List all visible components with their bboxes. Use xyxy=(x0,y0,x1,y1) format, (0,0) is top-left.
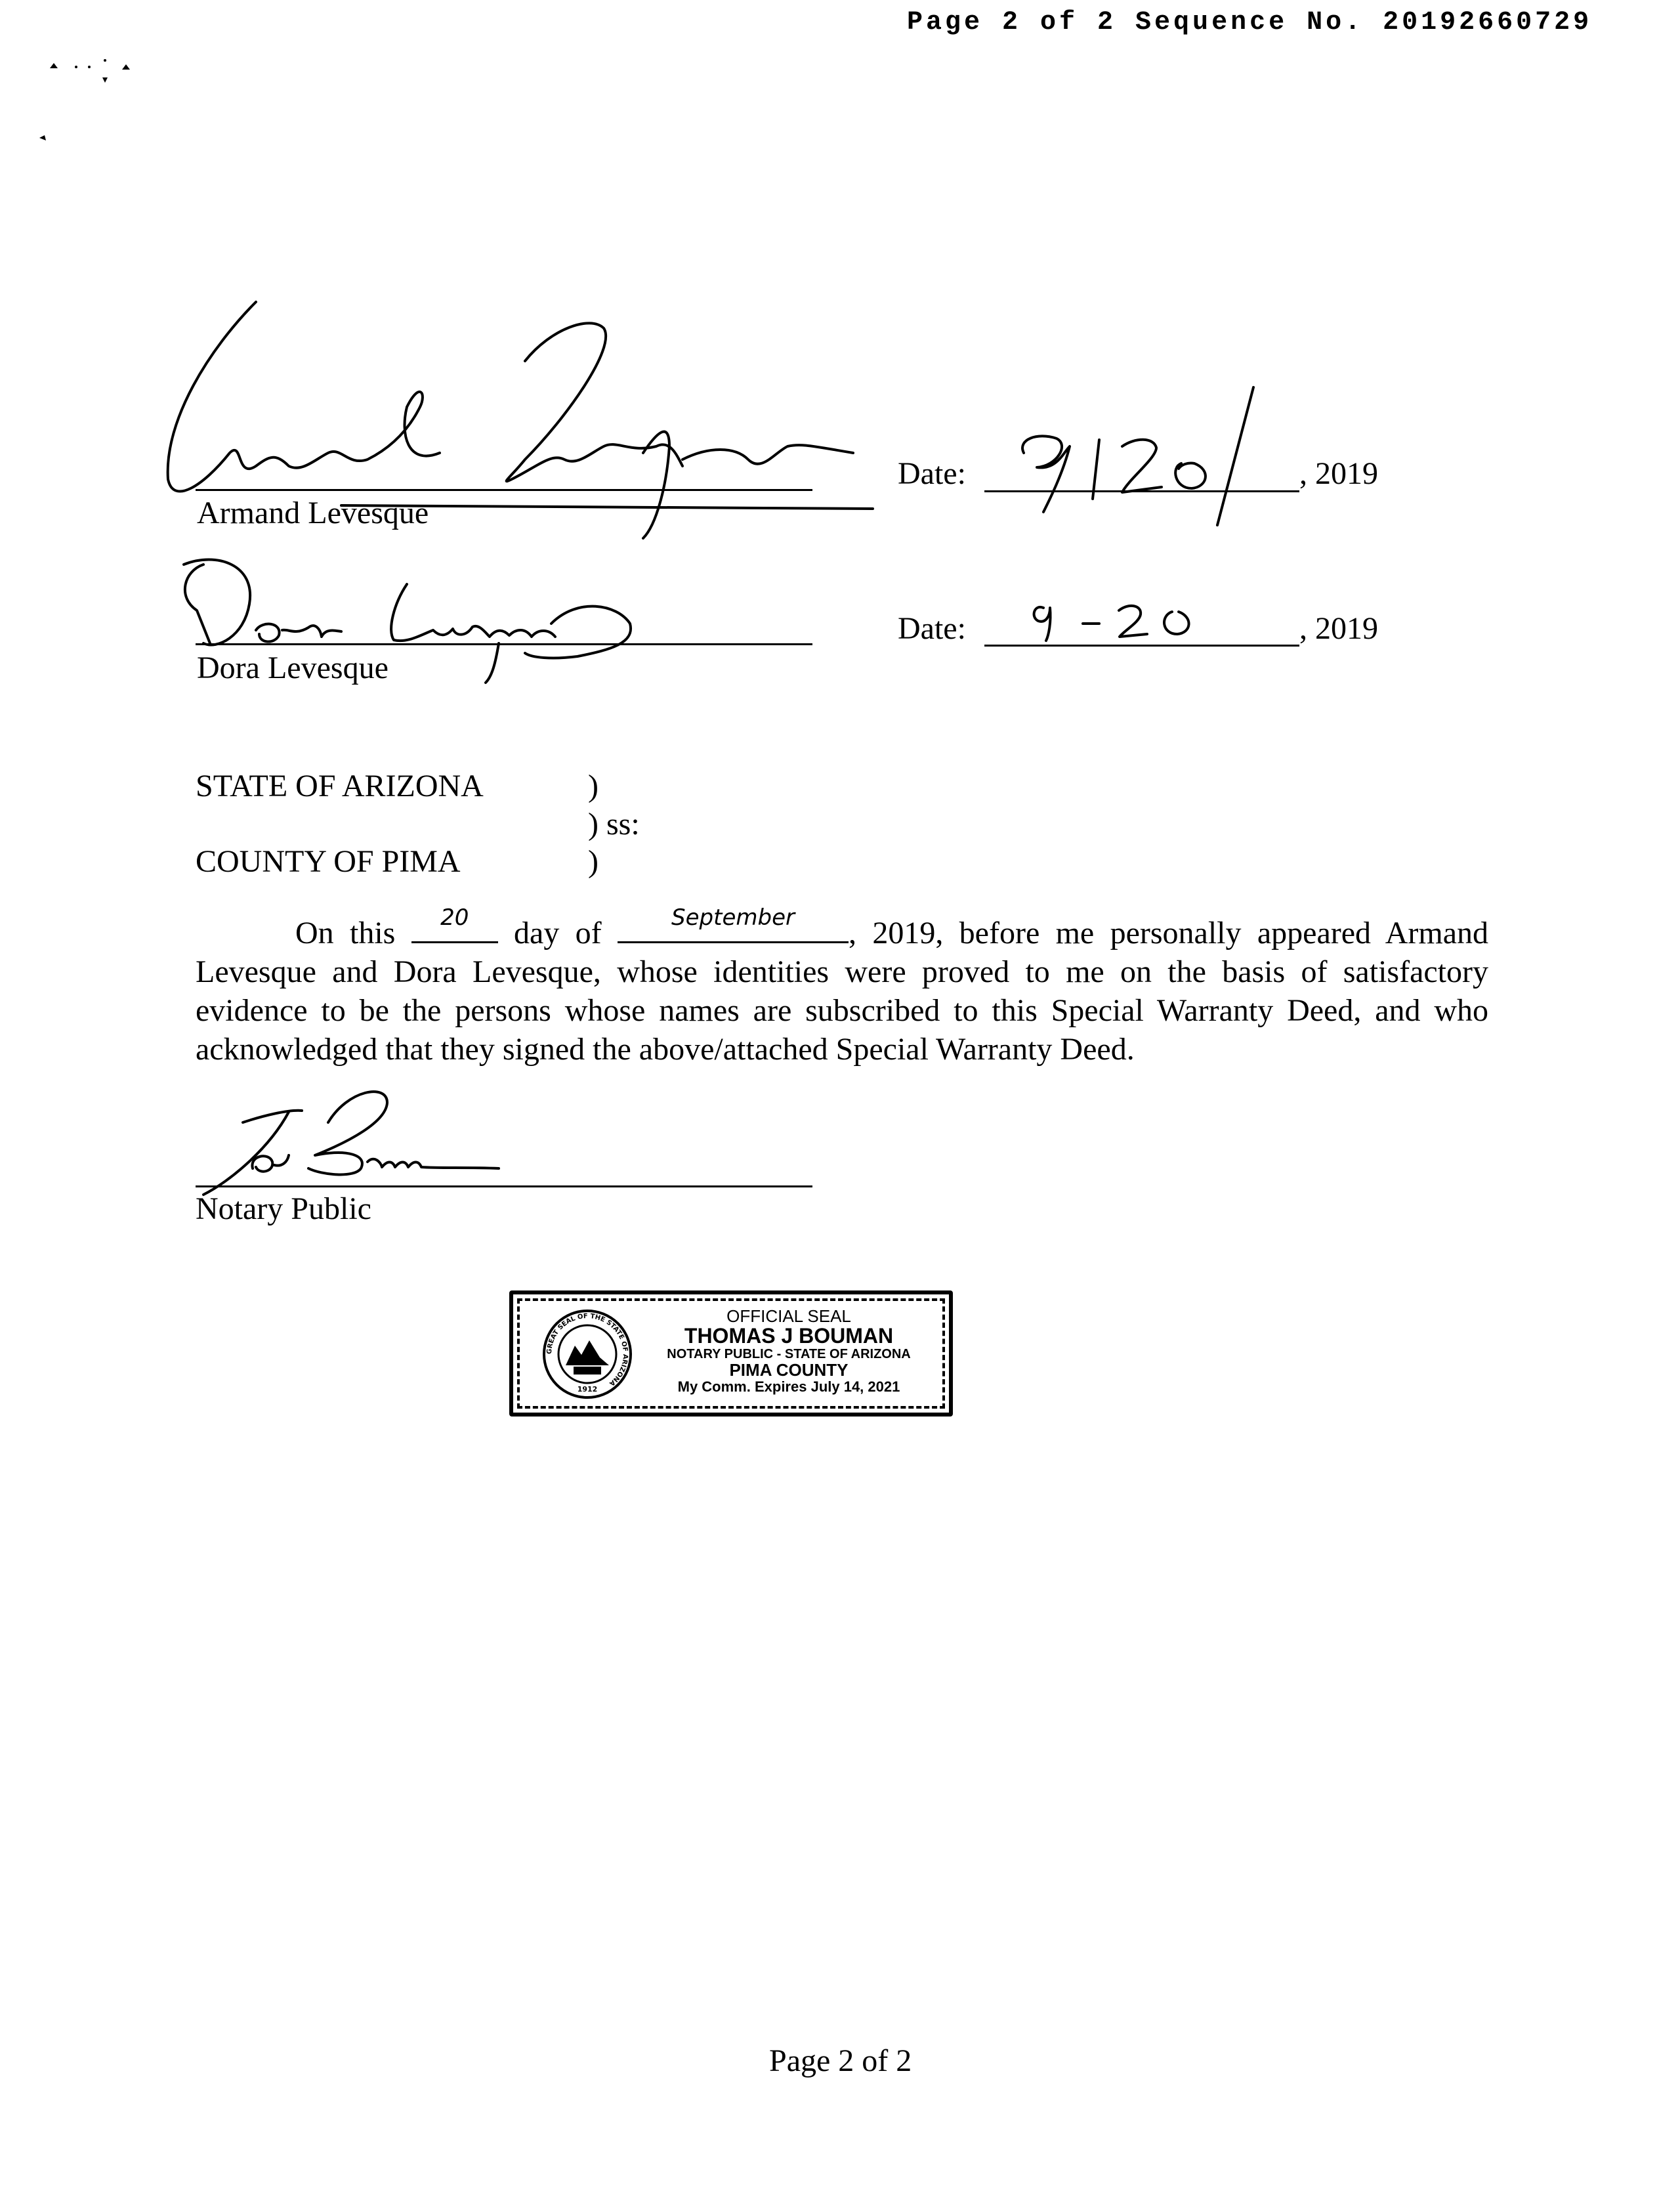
notary-signature-scribble xyxy=(190,1083,532,1201)
seal-line-notary-name: THOMAS J BOUMAN xyxy=(684,1324,894,1348)
ack-text-day-of: day of xyxy=(514,916,602,950)
venue-paren-bottom: ) xyxy=(588,844,598,879)
day-handwritten: 20 xyxy=(440,905,469,931)
sequence-number-header: Page 2 of 2 Sequence No. 20192660729 xyxy=(907,8,1593,37)
venue-paren-top: ) xyxy=(588,769,598,803)
dora-date-handwritten xyxy=(984,584,1299,650)
dora-signer-name: Dora Levesque xyxy=(197,650,388,685)
seal-line-expiry: My Comm. Expires July 14, 2021 xyxy=(677,1378,900,1396)
armand-date-year: , 2019 xyxy=(1299,456,1378,491)
seal-emblem-year: 1912 xyxy=(577,1385,598,1394)
notary-official-seal xyxy=(509,1290,953,1417)
seal-line-county: PIMA COUNTY xyxy=(729,1359,849,1380)
month-blank xyxy=(618,905,849,943)
venue-state: STATE OF ARIZONA xyxy=(196,769,484,803)
venue-county: COUNTY OF PIMA xyxy=(196,844,461,879)
seal-emblem-ring-text: GREAT SEAL OF THE STATE OF ARIZONA xyxy=(545,1312,629,1388)
venue-ss: ) ss: xyxy=(588,807,640,842)
seal-line-title: NOTARY PUBLIC - STATE OF ARIZONA xyxy=(667,1346,911,1361)
dora-date-label: Date: xyxy=(898,611,966,646)
scan-artifacts xyxy=(39,53,144,151)
notary-public-label: Notary Public xyxy=(196,1191,371,1226)
page-footer: Page 2 of 2 xyxy=(769,2043,912,2078)
day-blank xyxy=(411,905,498,943)
acknowledgment-paragraph xyxy=(196,905,1489,1069)
dora-signature-line xyxy=(196,643,812,645)
dora-date-year: , 2019 xyxy=(1299,611,1378,646)
ack-text-body: , 2019, before me personally appeared Armand Levesque and Dora Levesque, whose identities were proved to me on the basis of satisfactory evidence to be the persons whose names are subscribed to this Special Warranty Deed, and who acknowledged that they signed the above/attached Special Warranty Deed. xyxy=(196,916,1489,1067)
armand-date-handwritten xyxy=(984,381,1299,538)
notary-signature-line xyxy=(196,1185,812,1187)
armand-signature-line xyxy=(196,489,812,491)
ack-text-on-this: On this xyxy=(295,916,396,950)
month-handwritten: September xyxy=(671,905,795,931)
seal-line-official: OFFICIAL SEAL xyxy=(726,1306,851,1326)
arizona-state-seal-emblem xyxy=(542,1309,633,1399)
armand-signer-name: Armand Levesque xyxy=(197,496,429,530)
armand-date-label: Date: xyxy=(898,456,966,491)
